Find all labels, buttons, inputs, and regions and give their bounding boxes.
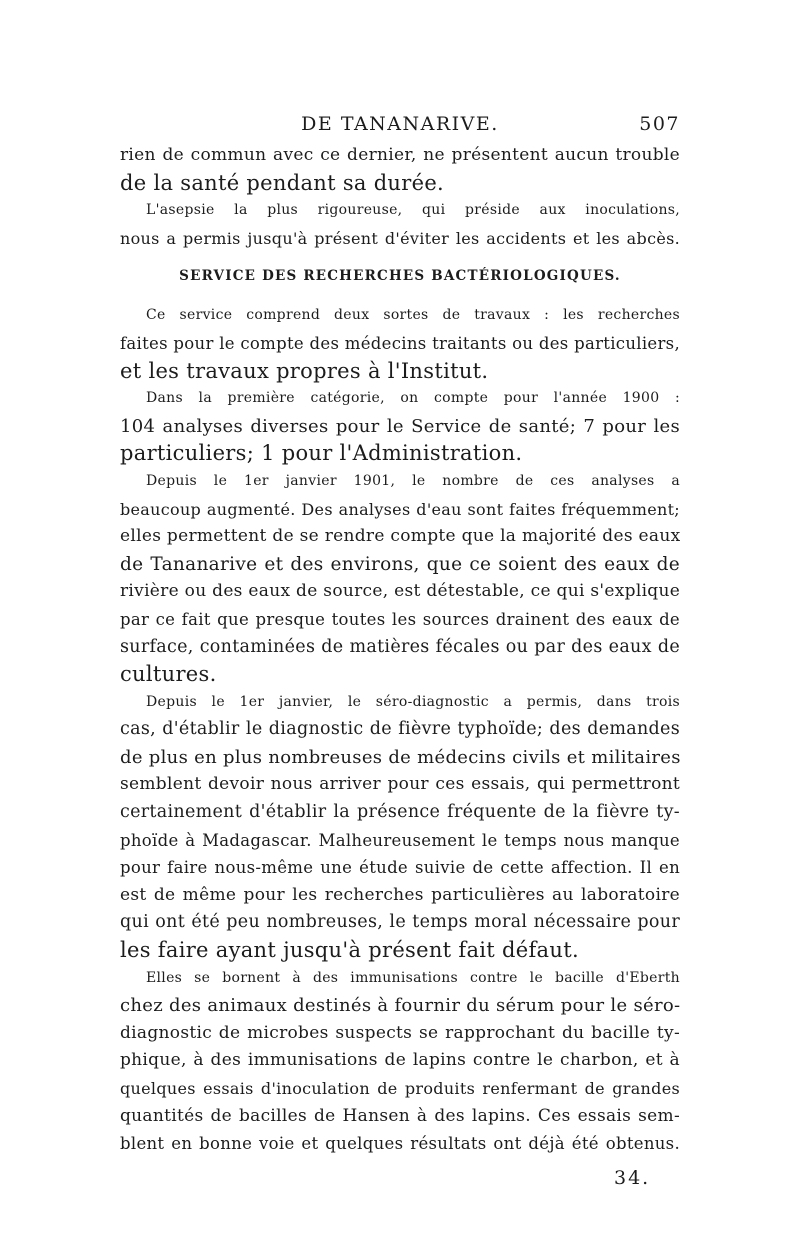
paragraph (120, 468, 680, 689)
text-line: phique, à des immunisations de lapins contre le charbon, et à (120, 1050, 680, 1071)
paragraph (120, 385, 680, 468)
paragraph (120, 142, 680, 197)
text-line: diagnostic de microbes suspects se rapprochant du bacille ty- (120, 1022, 680, 1043)
text-line: blent en bonne voie et quelques résultats ont déjà été obtenus. (120, 1134, 680, 1154)
text-line: quelques essais d'inoculation de produits renfermant de grandes (120, 1079, 680, 1098)
text-line: Dans la première catégorie, on compte pour l'année 1900 : (146, 390, 680, 407)
text-line: particuliers; 1 pour l'Administration. (120, 441, 523, 466)
text-line: rivière ou des eaux de source, est détestable, ce qui s'explique (120, 581, 681, 602)
running-head (120, 113, 680, 139)
printer-signature-mark: 34. (614, 1167, 651, 1189)
text-line: quantités de bacilles de Hansen à des lapins. Ces essais sem- (120, 1105, 680, 1126)
text-line: Elles se bornent à des immunisations contre le bacille d'Eberth (146, 969, 680, 986)
text-line: Depuis le 1er janvier 1901, le nombre de ces analyses a (146, 472, 680, 489)
text-line: est de même pour les recherches particulières au laboratoire (120, 884, 680, 905)
paragraph (120, 965, 680, 1158)
text-line: faites pour le compte des médecins traitants ou des particuliers, (120, 333, 680, 353)
text-line: les faire ayant jusqu'à présent fait défaut. (120, 938, 579, 963)
paragraph (120, 197, 680, 252)
paragraph (120, 689, 680, 965)
text-line: L'asepsie la plus rigoureuse, qui préside aux inoculations, (146, 202, 680, 219)
text-line: rien de commun avec ce dernier, ne présentent aucun trouble (120, 145, 680, 165)
text-line: beaucoup augmenté. Des analyses d'eau sont faites fréquemment; (120, 499, 680, 519)
running-title: DE TANANARIVE. (301, 113, 499, 135)
section-heading: SERVICE DES RECHERCHES BACTÉRIOLOGIQUES. (179, 268, 621, 285)
text-line: Depuis le 1er janvier, le séro-diagnostic a permis, dans trois (146, 693, 680, 710)
text-line: chez des animaux destinés à fournir du sérum pour le séro- (120, 995, 681, 1017)
text-line: et les travaux propres à l'Institut. (120, 358, 489, 383)
text-line: semblent devoir nous arriver pour ces essais, qui permettront (120, 774, 680, 795)
text-line: pour faire nous-même une étude suivie de cette affection. Il en (120, 858, 680, 878)
paragraph (120, 302, 680, 385)
text-line: 104 analyses diverses pour le Service de santé; 7 pour les (120, 415, 680, 437)
text-line: surface, contaminées de matières fécales ou par des eaux de (120, 636, 680, 657)
page-number: 507 (639, 113, 680, 135)
text-line: phoïde à Madagascar. Malheureusement le temps nous manque (120, 830, 680, 850)
body-text (120, 142, 680, 1158)
text-line: de plus en plus nombreuses de médecins civils et militaires (120, 746, 681, 768)
text-line: par ce fait que presque toutes les sources drainent des eaux de (120, 609, 680, 629)
text-line: elles permettent de se rendre compte que la majorité des eaux (120, 526, 681, 547)
text-line: de la santé pendant sa durée. (120, 170, 445, 195)
text-line: cas, d'établir le diagnostic de fièvre typhoïde; des demandes (120, 719, 680, 740)
text-line: certainement d'établir la présence fréquente de la fièvre ty- (120, 802, 680, 823)
text-line: nous a permis jusqu'à présent d'éviter les accidents et les abcès. (120, 228, 680, 248)
text-line: qui ont été peu nombreuses, le temps moral nécessaire pour (120, 912, 680, 933)
text-line: de Tananarive et des environs, que ce soient des eaux de (120, 553, 680, 575)
text-line: cultures. (120, 662, 217, 687)
text-line: Ce service comprend deux sortes de travaux : les recherches (146, 307, 680, 324)
